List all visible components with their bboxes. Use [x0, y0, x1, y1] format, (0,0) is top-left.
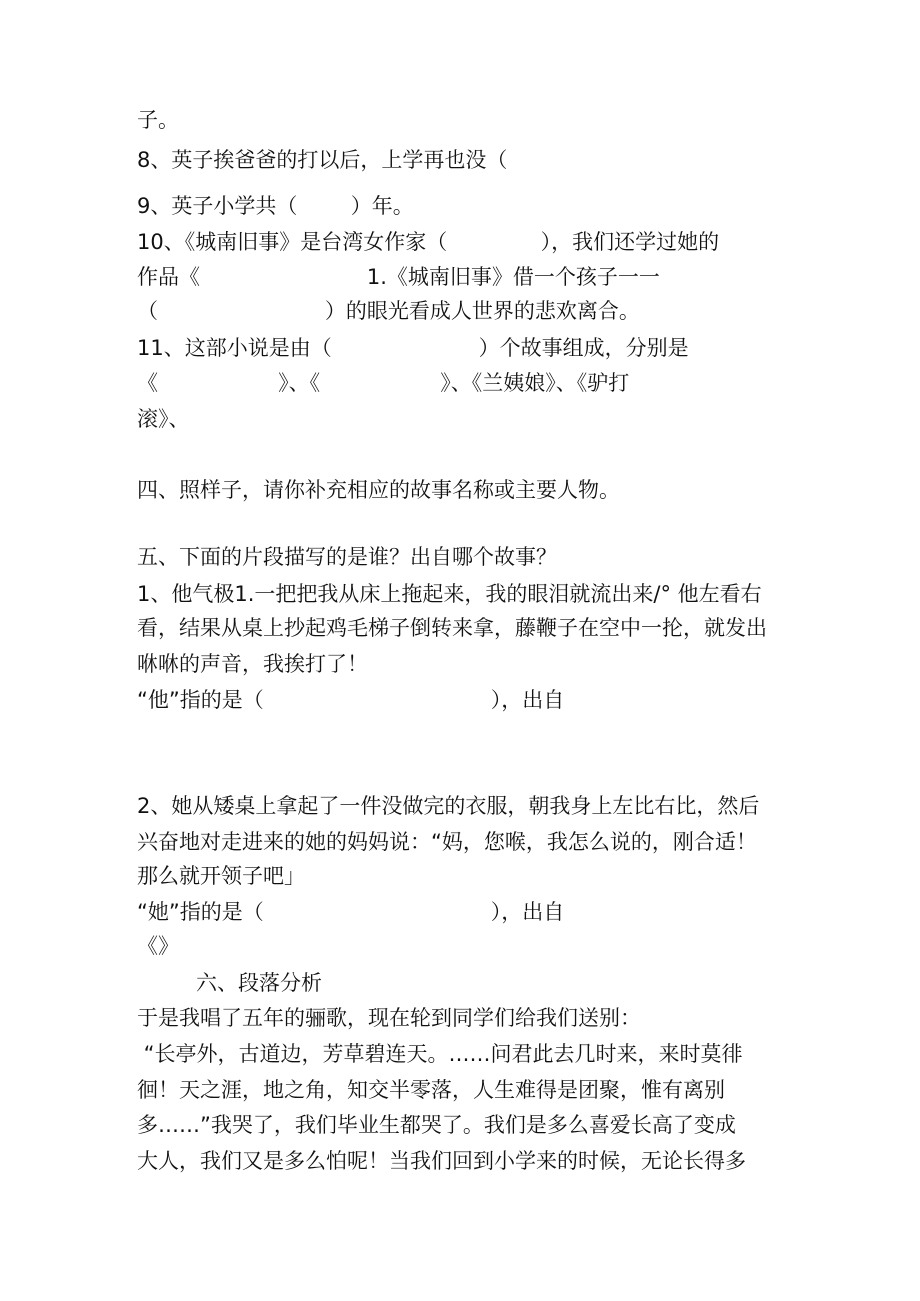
line-1: 子。: [137, 108, 179, 132]
question-8: 8、英子挨爸爸的打以后，上学再也没（: [137, 148, 508, 172]
passage-1-answer: “他”指的是（ ），出自: [137, 688, 565, 712]
passage-1-line-2: 看，结果从桌上抄起鸡毛梯子倒转来拿，藤鞭子在空中一抡，就发出: [137, 616, 767, 640]
question-10: 10、《城南旧事》是台湾女作家（ ），我们还学过她的: [137, 230, 720, 254]
question-11: 11、这部小说是由（ ）个故事组成，分别是: [137, 336, 689, 360]
question-11-line-2: 《 》、《 》、《兰姨娘》、《驴打: [137, 371, 630, 395]
section-4-heading: 四、照样子，请你补充相应的故事名称或主要人物。: [137, 478, 620, 502]
passage-2-line-3: 那么就开领子吧」: [137, 864, 305, 888]
paragraph-line-4: 多……”我哭了，我们毕业生都哭了。我们是多么喜爱长高了变成: [137, 1113, 736, 1137]
question-11-line-3: 滚》、: [137, 407, 190, 431]
passage-1-line-3: 咻咻的声音，我挨打了！: [137, 652, 368, 676]
passage-2-line-2: 兴奋地对走进来的她的妈妈说：“妈，您喉，我怎么说的，刚合适！: [137, 830, 757, 854]
passage-1-line-1: 1、他气极1.一把把我从床上拖起来，我的眼泪就流出来/° 他左看右: [137, 582, 762, 606]
section-6-heading: 六、段落分析: [196, 971, 322, 995]
passage-2-source: 《》: [137, 934, 179, 958]
passage-2-answer: “她”指的是（ ），出自: [137, 900, 565, 924]
passage-2-line-1: 2、她从矮桌上拿起了一件没做完的衣服，朝我身上左比右比，然后: [137, 794, 760, 818]
paragraph-line-5: 大人，我们又是多么怕呢！当我们回到小学来的时候，无论长得多: [137, 1149, 746, 1173]
paragraph-line-3: 徊！天之涯，地之角，知交半零落，人生难得是团聚，惟有离别: [137, 1078, 725, 1102]
paragraph-line-2: “长亭外，古道边，芳草碧连天。……问君此去几时来，来时莫徘: [137, 1042, 743, 1066]
section-5-heading: 五、下面的片段描写的是谁？出自哪个故事？: [137, 545, 557, 569]
paragraph-line-1: 于是我唱了五年的骊歌，现在轮到同学们给我们送别：: [137, 1006, 641, 1030]
question-9: 9、英子小学共（ ）年。: [137, 194, 414, 218]
question-10-line-3: （ ）的眼光看成人世界的悲欢离合。: [137, 299, 640, 323]
question-10-line-2: 作品《 1.《城南旧事》借一个孩子一一: [137, 265, 660, 289]
